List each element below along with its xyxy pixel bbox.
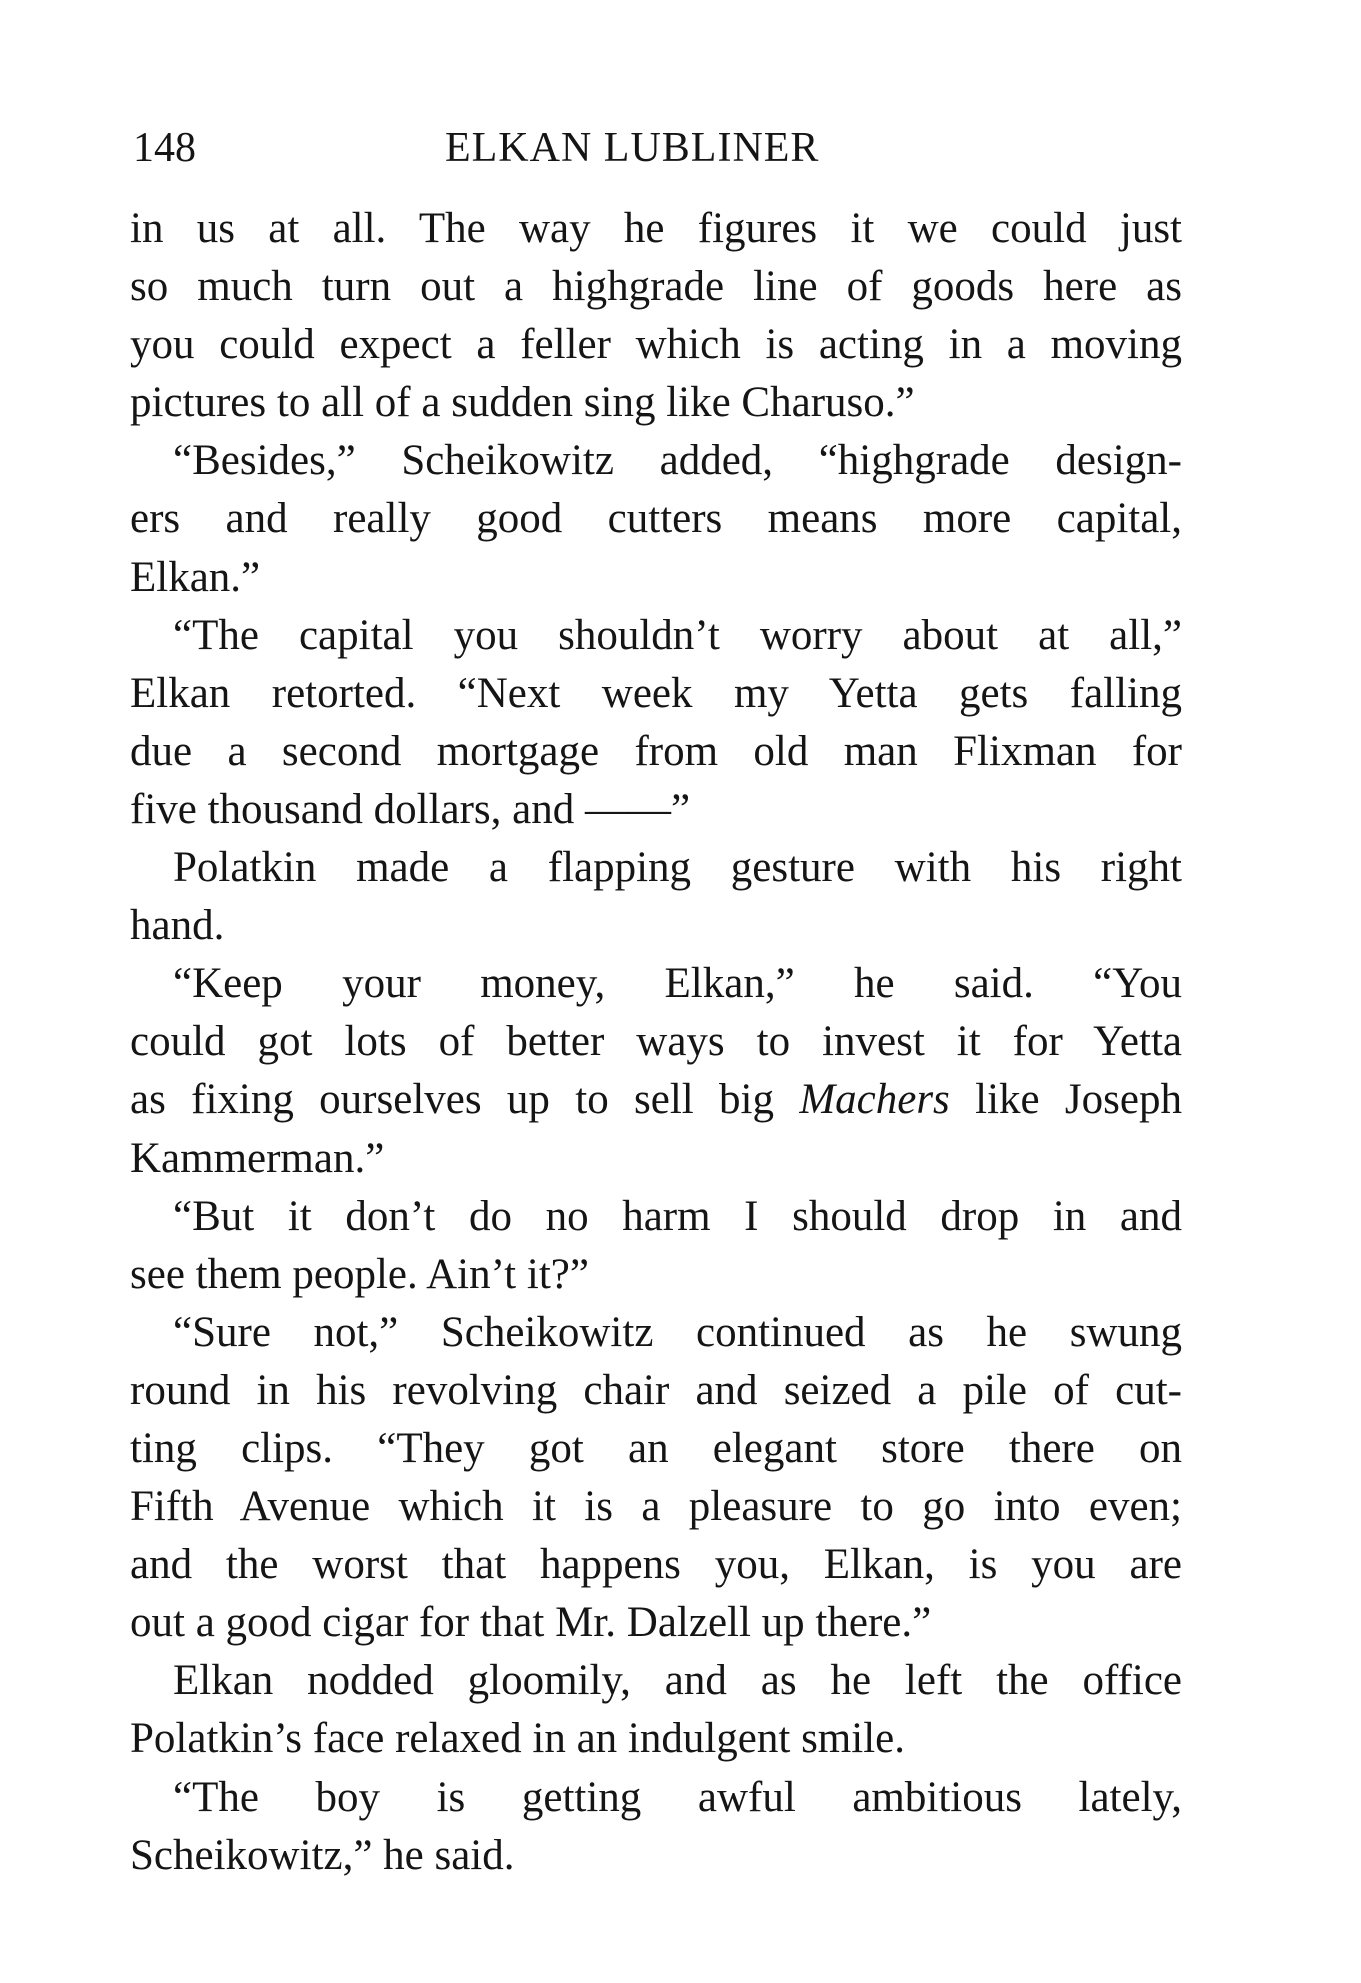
text-line: Polatkin’s face relaxed in an indulgent smile.: [130, 1715, 905, 1763]
text-line: Elkan nodded gloomily, and as he left the office: [173, 1657, 1182, 1705]
text-line: round in his revolving chair and seized a pile of cut-: [130, 1366, 1182, 1414]
text-line: “The capital you shouldn’t worry about at all,”: [173, 611, 1182, 659]
text-line: Polatkin made a flapping gesture with his right: [173, 844, 1182, 892]
text-line: and the worst that happens you, Elkan, is you are: [130, 1541, 1182, 1589]
page-header: [133, 118, 1183, 178]
paragraph: [130, 1769, 1182, 1885]
text-line: five thousand dollars, and ——”: [130, 785, 691, 833]
text-line: hand.: [130, 902, 225, 950]
text-line: as fixing ourselves up to sell big Machers like Joseph: [130, 1076, 1182, 1124]
paragraph: [130, 607, 1182, 839]
paragraph: [130, 1652, 1182, 1768]
text-line: you could expect a feller which is acting in a moving: [130, 321, 1182, 369]
paragraph: [130, 432, 1182, 606]
paragraph: [130, 200, 1182, 432]
text-line: ting clips. “They got an elegant store there on: [130, 1424, 1182, 1472]
text-line: Kammerman.”: [130, 1134, 385, 1182]
text-line: Scheikowitz,” he said.: [130, 1831, 515, 1879]
running-title: ELKAN LUBLINER: [445, 125, 820, 171]
body-text: [130, 200, 1182, 1885]
page-number: 148: [133, 125, 196, 171]
text-line: out a good cigar for that Mr. Dalzell up there.”: [130, 1599, 932, 1647]
text-line: “But it don’t do no harm I should drop in and: [173, 1192, 1182, 1240]
text-line: “Besides,” Scheikowitz added, “highgrade design-: [173, 437, 1182, 485]
text-line: in us at all. The way he figures it we could just: [130, 205, 1182, 252]
text-line: see them people. Ain’t it?”: [130, 1250, 589, 1298]
text-line: pictures to all of a sudden sing like Charuso.”: [130, 379, 915, 427]
text-line: so much turn out a highgrade line of goods here as: [130, 263, 1182, 311]
text-line: “The boy is getting awful ambitious lately,: [173, 1773, 1182, 1821]
text-line: Fifth Avenue which it is a pleasure to go into even;: [130, 1483, 1182, 1531]
paragraph: [130, 1304, 1182, 1653]
text-line: could got lots of better ways to invest it for Yetta: [130, 1018, 1182, 1066]
text-line: due a second mortgage from old man Flixman for: [130, 727, 1182, 775]
paragraph: [130, 1188, 1182, 1304]
paragraph: [130, 955, 1182, 1187]
text-line: Elkan retorted. “Next week my Yetta gets falling: [130, 669, 1182, 717]
text-line: Elkan.”: [130, 553, 261, 601]
text-line: “Sure not,” Scheikowitz continued as he swung: [173, 1308, 1182, 1356]
paragraph: [130, 839, 1182, 955]
text-line: ers and really good cutters means more capital,: [130, 495, 1182, 543]
text-line: “Keep your money, Elkan,” he said. “You: [173, 960, 1182, 1008]
